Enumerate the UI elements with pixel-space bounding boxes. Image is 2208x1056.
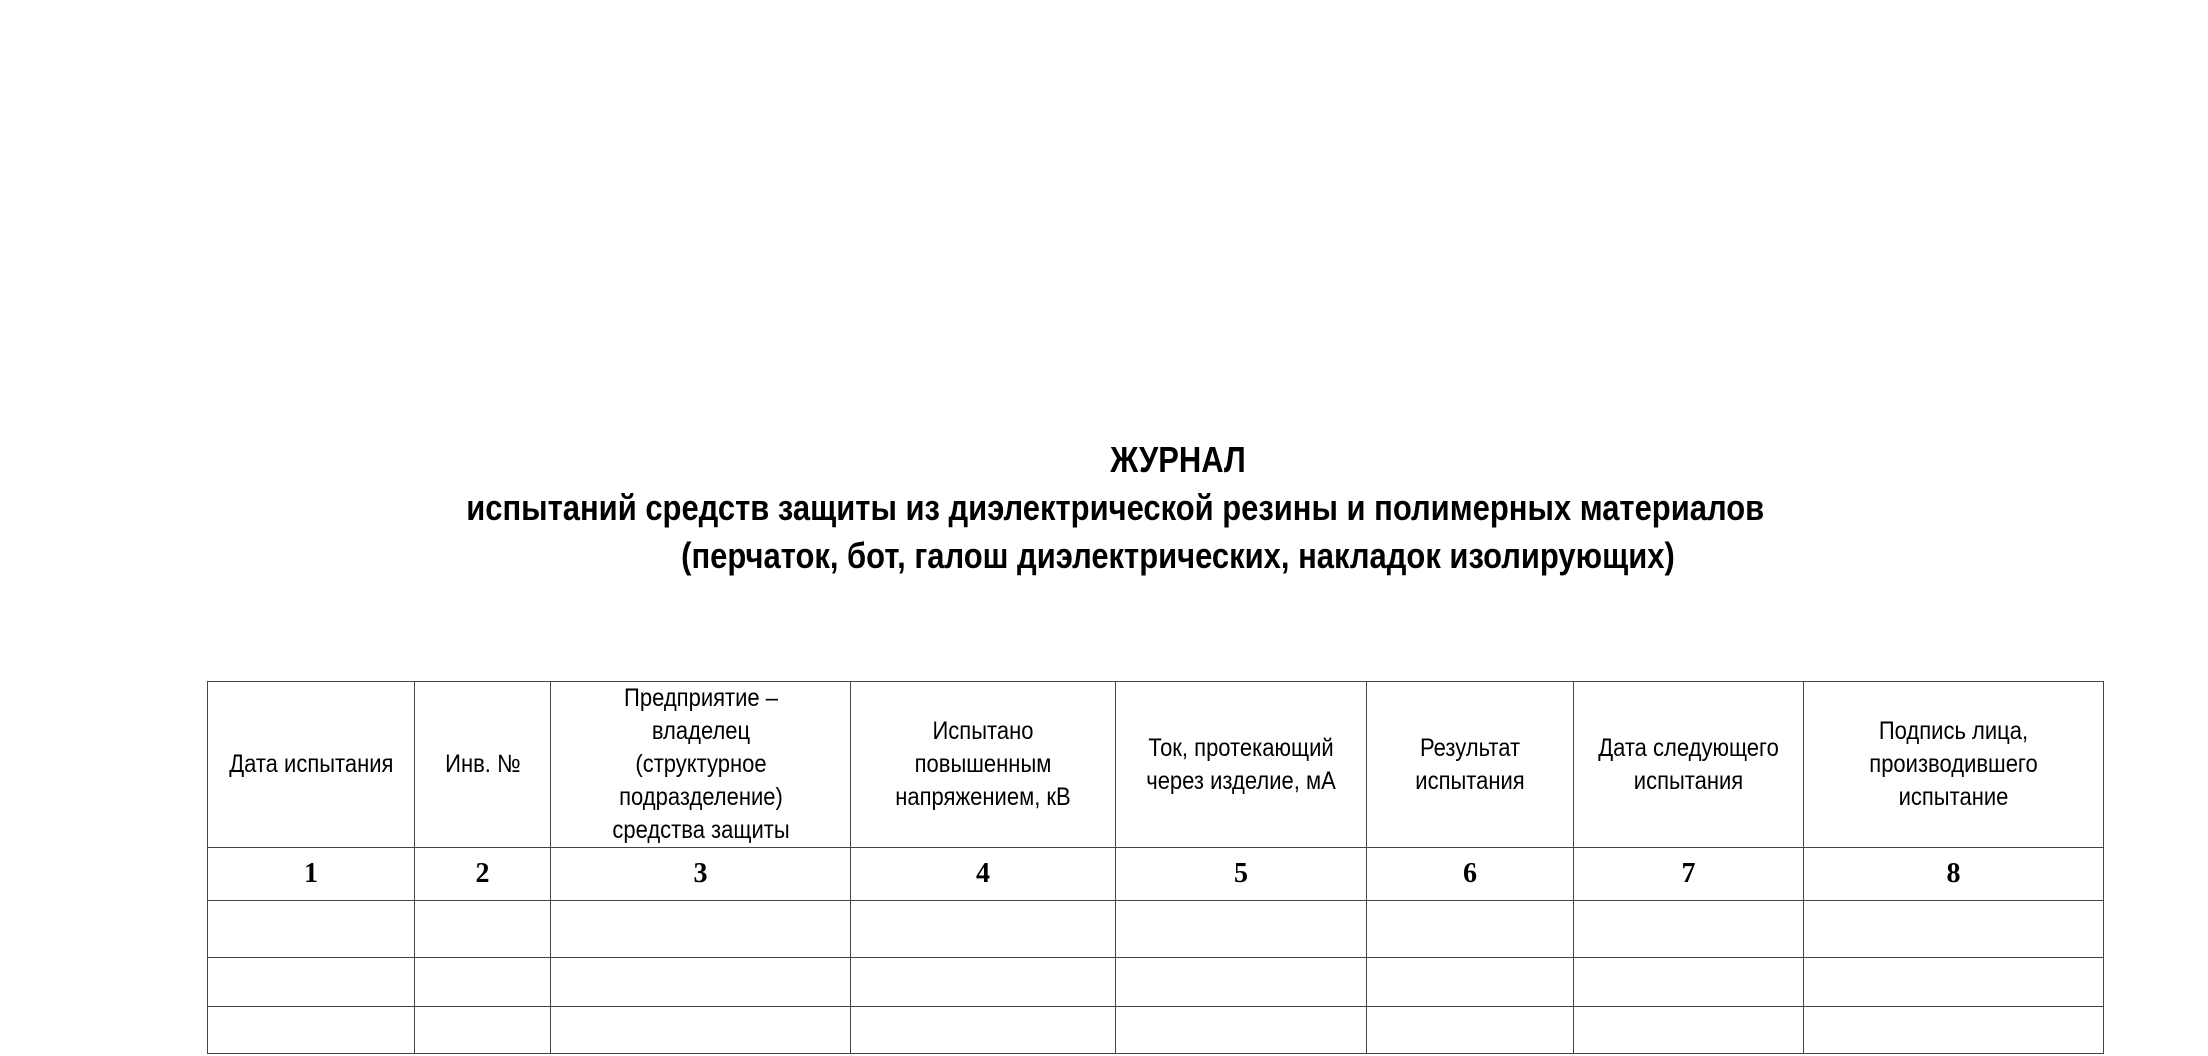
- header-cell-next-test-date: [1574, 682, 1804, 848]
- empty-cell: [1574, 901, 1804, 958]
- empty-cell: [851, 958, 1116, 1007]
- column-number: 8: [1804, 848, 2104, 901]
- empty-cell: [551, 1007, 851, 1054]
- header-row: [208, 682, 2104, 848]
- empty-cell: [1116, 958, 1367, 1007]
- column-number: 6: [1367, 848, 1574, 901]
- empty-cell: [1367, 1007, 1574, 1054]
- header-cell-test-date: [208, 682, 415, 848]
- column-number: 4: [851, 848, 1116, 901]
- header-label: Предприятие – владелец (структурное подразделение) средства защиты: [611, 684, 790, 844]
- empty-cell: [208, 1007, 415, 1054]
- empty-cell: [1116, 901, 1367, 958]
- journal-table: [207, 681, 2104, 1054]
- empty-cell: [208, 958, 415, 1007]
- header-label: Результат испытания: [1415, 733, 1525, 795]
- header-label: Инв. №: [444, 750, 521, 778]
- empty-cell: [551, 901, 851, 958]
- column-number-row: [208, 848, 2104, 901]
- empty-cell: [415, 1007, 551, 1054]
- empty-cell: [1367, 901, 1574, 958]
- empty-cell: [415, 901, 551, 958]
- column-number: 3: [551, 848, 851, 901]
- table-row: [208, 901, 2104, 958]
- empty-cell: [1116, 1007, 1367, 1054]
- empty-cell: [851, 901, 1116, 958]
- journal-title-block: [155, 436, 2054, 580]
- header-label: Испытано повышенным напряжением, кВ: [895, 717, 1071, 811]
- header-cell-test-result: [1367, 682, 1574, 848]
- journal-subtitle-line-2: (перчаток, бот, галош диэлектрических, накладок изолирующих): [681, 535, 1675, 576]
- header-cell-test-voltage: [851, 682, 1116, 848]
- header-label: Ток, протекающий через изделие, мА: [1146, 733, 1336, 795]
- header-cell-owner-enterprise: [551, 682, 851, 848]
- column-number: 7: [1574, 848, 1804, 901]
- table-row: [208, 1007, 2104, 1054]
- header-label: Дата испытания: [228, 750, 394, 778]
- empty-cell: [851, 1007, 1116, 1054]
- empty-cell: [1804, 901, 2104, 958]
- empty-cell: [1367, 958, 1574, 1007]
- header-cell-signature: [1804, 682, 2104, 848]
- table-row: [208, 958, 2104, 1007]
- empty-cell: [1804, 1007, 2104, 1054]
- header-label: Дата следующего испытания: [1598, 733, 1779, 795]
- column-number: 1: [208, 848, 415, 901]
- header-cell-current: [1116, 682, 1367, 848]
- column-number: 5: [1116, 848, 1367, 901]
- header-cell-inventory-number: [415, 682, 551, 848]
- journal-title: ЖУРНАЛ: [1110, 439, 1246, 480]
- empty-cell: [1574, 1007, 1804, 1054]
- empty-cell: [1804, 958, 2104, 1007]
- empty-cell: [551, 958, 851, 1007]
- empty-cell: [415, 958, 551, 1007]
- empty-cell: [208, 901, 415, 958]
- empty-cell: [1574, 958, 1804, 1007]
- header-label: Подпись лица, производившего испытание: [1869, 717, 2038, 811]
- journal-subtitle-line-1: испытаний средств защиты из диэлектрической резины и полимерных материалов: [466, 487, 1765, 528]
- column-number: 2: [415, 848, 551, 901]
